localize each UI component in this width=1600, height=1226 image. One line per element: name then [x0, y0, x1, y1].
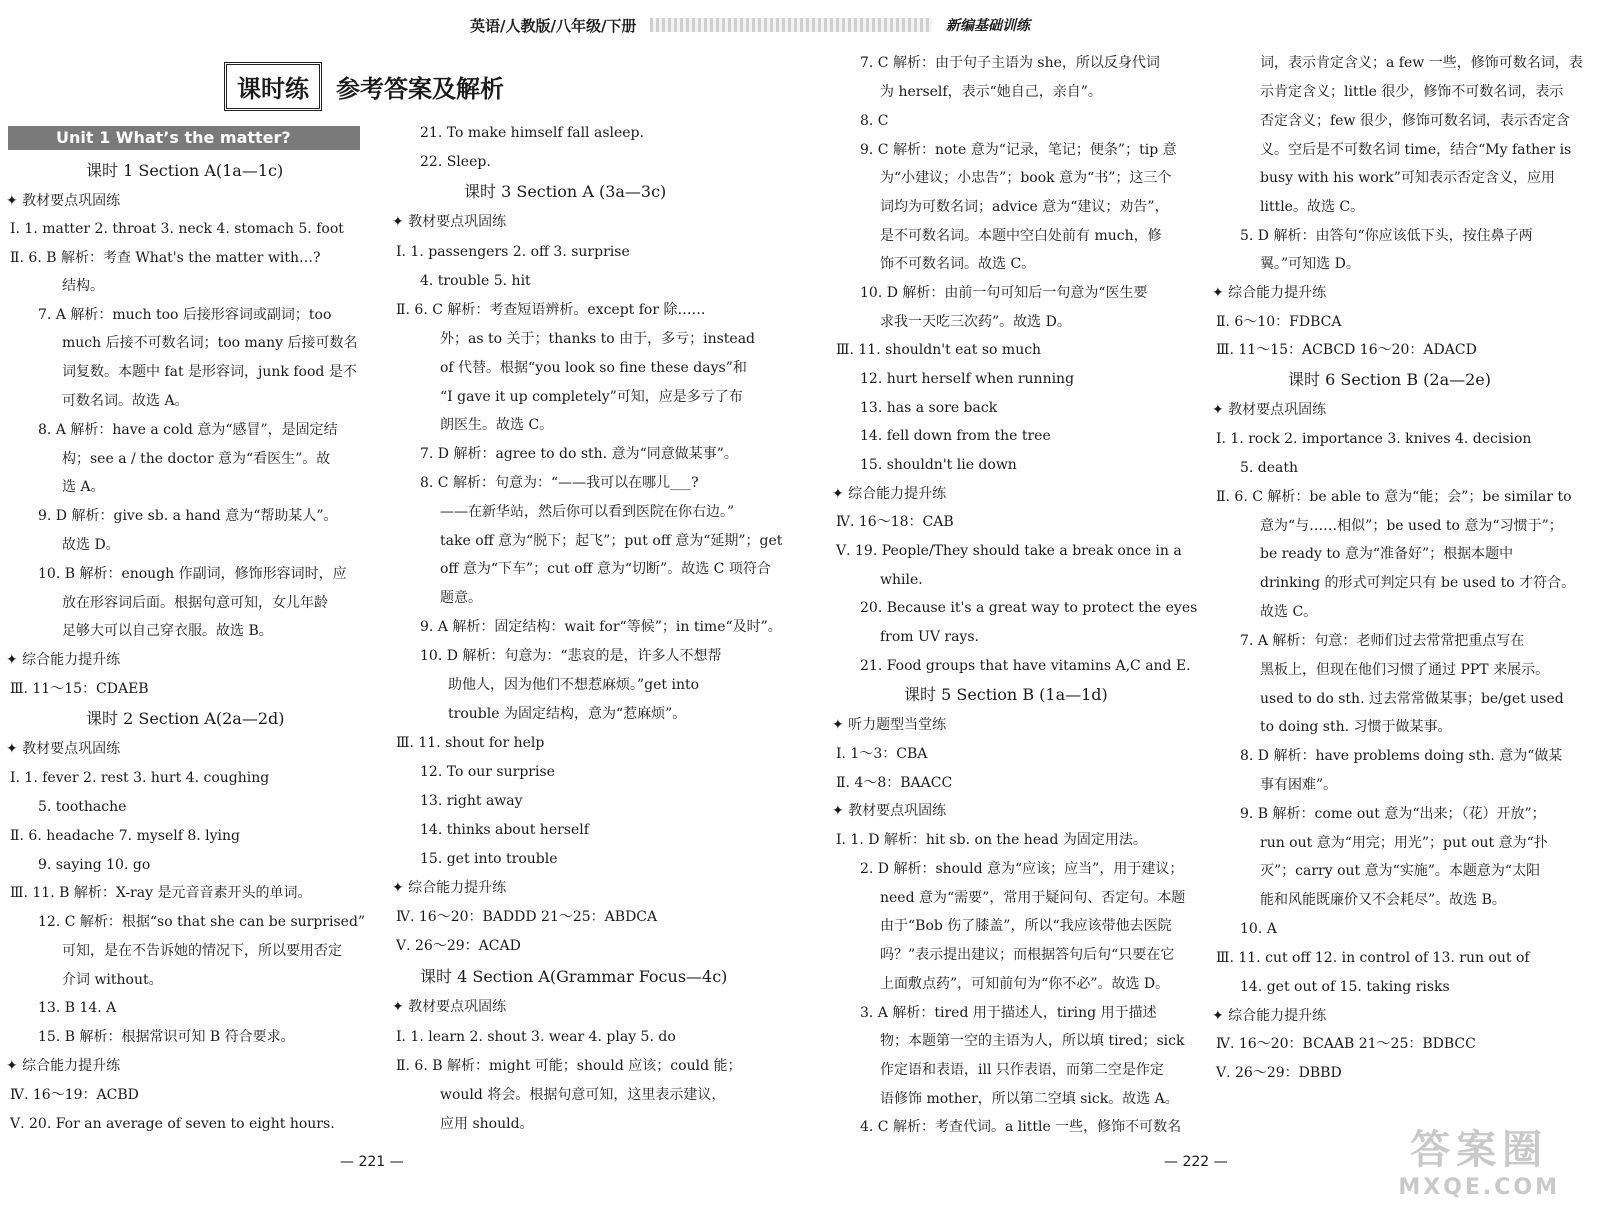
answer-line: 5. D 解析：由答句“你应该低下头，按住鼻子两	[1240, 228, 1533, 244]
answer-line: Ⅳ. 16～19：ACBD	[10, 1087, 139, 1103]
answer-line: 翼。”可知选 D。	[1260, 256, 1360, 272]
answer-line: 7. D 解析：agree to do sth. 意为“同意做某事”。	[420, 446, 738, 462]
answer-line: 选 A。	[62, 479, 105, 495]
answer-line: “I gave it up completely”可知，应是多亏了布	[440, 389, 743, 405]
subsection-heading: ✦ 教材要点巩固练	[6, 193, 121, 209]
answer-line: Ⅴ. 20. For an average of seven to eight hours.	[10, 1116, 335, 1132]
answer-line: Ⅴ. 26～29：ACAD	[396, 938, 521, 954]
answer-line: off 意为“下车”；cut off 意为“切断”。故选 C 项符合	[440, 561, 771, 577]
answer-line: from UV rays.	[880, 629, 979, 645]
subsection-heading: ✦ 教材要点巩固练	[832, 803, 947, 819]
answer-line: 9. C 解析：note 意为“记录，笔记；便条”；tip 意	[860, 142, 1177, 158]
answer-line: 10. D 解析：由前一句可知后一句意为“医生要	[860, 285, 1148, 301]
answer-line: 7. A 解析：much too 后接形容词或副词；too	[38, 307, 332, 323]
answer-line: Ⅰ. 1. fever 2. rest 3. hurt 4. coughing	[10, 770, 270, 786]
header-strip	[650, 18, 932, 32]
header-subject: 英语/人教版/八年级/下册	[470, 16, 637, 35]
answer-line: Ⅰ. 1. learn 2. shout 3. wear 4. play 5. do	[396, 1029, 676, 1045]
answer-line: 黑板上，但现在他们习惯了通过 PPT 来展示。	[1260, 662, 1550, 678]
answer-line: Ⅱ. 6. C 解析：考查短语辨析。except for 除……	[396, 302, 706, 318]
answer-line: 物；本题第一空的主语为人，所以填 tired；sick	[880, 1033, 1185, 1049]
subsection-heading: ✦ 教材要点巩固练	[392, 214, 507, 230]
section-title: 课时 6 Section B (2a—2e)	[1288, 370, 1492, 389]
subsection-heading: ✦ 教材要点巩固练	[6, 741, 121, 757]
answer-line: 灭”；carry out 意为“实施”。本题意为“太阳	[1260, 863, 1541, 879]
answer-line: 为“小建议；小忠告”；book 意为“书”；这三个	[880, 170, 1172, 186]
page-number-right: — 222 —	[1164, 1154, 1228, 1170]
answer-line: 12. hurt herself when running	[860, 371, 1075, 387]
subsection-heading: ✦ 综合能力提升练	[1212, 285, 1327, 301]
answer-line: 21. To make himself fall asleep.	[420, 125, 644, 141]
answer-line: 为 herself，表示“她自己，亲自”。	[880, 84, 1102, 100]
answer-line: need 意为“需要”，常用于疑问句、否定句。本题	[880, 890, 1186, 906]
answer-line: used to do sth. 过去常常做某事；be/get used	[1260, 691, 1564, 707]
answer-line: 8. D 解析：have problems doing sth. 意为“做某	[1240, 748, 1563, 764]
answer-line: Ⅲ. 11. shouldn't eat so much	[836, 342, 1042, 358]
section-title: 课时 3 Section A (3a—3c)	[464, 182, 667, 201]
answer-line: 9. B 解析：come out 意为“出来；（花）开放”；	[1240, 806, 1546, 822]
answer-line: 朗医生。故选 C。	[440, 417, 554, 433]
answer-line: Ⅳ. 16～20：BADDD 21～25：ABDCA	[396, 909, 658, 925]
answer-line: Ⅴ. 26～29：DBBD	[1216, 1065, 1342, 1081]
answer-line: Ⅰ. 1. passengers 2. off 3. surprise	[396, 244, 630, 260]
section-title: 课时 4 Section A(Grammar Focus—4c)	[420, 967, 728, 986]
answer-line: 作定语和表语，ill 只作表语，而第二空是作定	[880, 1062, 1164, 1078]
page-header	[470, 12, 1030, 38]
answer-line: 助他人，因为他们不想惹麻烦。”get into	[448, 677, 700, 693]
answer-line: 示肯定含义；little 很少，修饰不可数名词，表示	[1260, 84, 1564, 100]
answer-line: Ⅰ. 1. rock 2. importance 3. knives 4. decision	[1216, 431, 1532, 447]
answer-line: 3. A 解析：tired 用于描述人，tiring 用于描述	[860, 1005, 1157, 1021]
page-title	[224, 62, 504, 111]
answer-line: Ⅱ. 6. headache 7. myself 8. lying	[10, 828, 240, 844]
page-number-left: — 221 —	[340, 1154, 404, 1170]
answer-line: 13. right away	[420, 793, 523, 809]
answer-line: 2. D 解析：should 意为“应该；应当”，用于建议；	[860, 861, 1184, 877]
watermark-logo	[1398, 1118, 1560, 1200]
answer-line: 求我一天吃三次药”。故选 D。	[880, 314, 1071, 330]
header-brand: 新编基础训练	[946, 18, 1030, 34]
title-boxed: 课时练	[224, 62, 322, 111]
answer-line: 故选 D。	[62, 537, 120, 553]
answer-line: run out 意为“用完；用光”；put out 意为“扑	[1260, 835, 1548, 851]
answer-line: 5. toothache	[38, 799, 127, 815]
answer-line: 14. thinks about herself	[420, 822, 589, 838]
answer-line: Ⅱ. 4～8：BAACC	[836, 775, 953, 791]
answer-line: 题意。	[440, 590, 482, 606]
answer-line: while.	[880, 572, 923, 588]
answer-line: Ⅱ. 6. B 解析：考查 What's the matter with…?	[10, 250, 321, 266]
answer-line: 15. get into trouble	[420, 851, 558, 867]
answer-line: 14. fell down from the tree	[860, 428, 1051, 444]
subsection-heading: ✦ 综合能力提升练	[6, 652, 121, 668]
answer-line: 饰不可数名词。故选 C。	[880, 256, 1036, 272]
answer-line: 8. C 解析：句意为：“——我可以在哪儿___?	[420, 475, 699, 491]
answer-line: 上面敷点药”，可知前句为“你不必”。故选 D。	[880, 976, 1170, 992]
answer-line: 12. To our surprise	[420, 764, 555, 780]
answer-line: 21. Food groups that have vitamins A,C and E.	[860, 658, 1191, 674]
answer-line: Ⅱ. 6～10：FDBCA	[1216, 314, 1342, 330]
watermark-line1: 答案圈	[1410, 1127, 1549, 1173]
subsection-heading: ✦ 综合能力提升练	[392, 880, 507, 896]
answer-line: 词，表示肯定含义；a few 一些，修饰可数名词，表	[1260, 55, 1583, 71]
answer-line: busy with his work”可知表示否定含义，应用	[1260, 170, 1555, 186]
answer-line: 故选 C。	[1260, 604, 1318, 620]
answer-line: 9. A 解析：固定结构：wait for“等候”；in time“及时”。	[420, 619, 782, 635]
answer-line: be ready to 意为“准备好”；根据本题中	[1260, 546, 1514, 562]
answer-line: 9. saying 10. go	[38, 857, 151, 873]
answer-line: 介词 without。	[62, 972, 163, 988]
answer-line: 由于“Bob 伤了膝盖”，所以“我应该带他去医院	[880, 918, 1172, 934]
subsection-heading: ✦ 听力题型当堂练	[832, 717, 947, 733]
answer-line: 5. death	[1240, 460, 1299, 476]
answer-line: Ⅰ. 1. matter 2. throat 3. neck 4. stomach 5. foot	[10, 221, 344, 237]
subsection-heading: ✦ 综合能力提升练	[1212, 1008, 1327, 1024]
answer-line: 吗？”表示提出建议；而根据答句后句“只要在它	[880, 947, 1175, 963]
answer-line: much 后接不可数名词；too many 后接可数名	[62, 335, 358, 351]
answer-line: Ⅰ. 1. D 解析：hit sb. on the head 为固定用法。	[836, 832, 1147, 848]
answer-line: 15. B 解析：根据常识可知 B 符合要求。	[38, 1029, 295, 1045]
subsection-heading: ✦ 综合能力提升练	[6, 1058, 121, 1074]
answer-line: 足够大可以自己穿衣服。故选 B。	[62, 623, 273, 639]
answer-line: of 代替。根据“you look so fine these days”和	[440, 360, 747, 376]
answer-line: 应用 should。	[440, 1116, 534, 1132]
answer-line: 14. get out of 15. taking risks	[1240, 979, 1450, 995]
answer-line: 7. C 解析：由于句子主语为 she，所以反身代词	[860, 55, 1160, 71]
unit-heading: Unit 1 What’s the matter?	[8, 126, 360, 150]
answer-line: 12. C 解析：根据“so that she can be surprised”	[38, 914, 366, 930]
section-title: 课时 5 Section B (1a—1d)	[904, 685, 1108, 704]
answer-line: 15. shouldn't lie down	[860, 457, 1017, 473]
answer-line: 意为“与……相似”；be used to 意为“习惯于”；	[1260, 518, 1563, 534]
answer-line: 词均为可数名词；advice 意为“建议；劝告”，	[880, 199, 1169, 215]
answer-line: 4. trouble 5. hit	[420, 273, 531, 289]
answer-line: 事有困难”。	[1260, 777, 1338, 793]
answer-line: little。故选 C。	[1260, 199, 1365, 215]
answer-line: 10. B 解析：enough 作副词，修饰形容词时，应	[38, 566, 347, 582]
answer-line: 10. A	[1240, 921, 1277, 937]
answer-line: trouble 为固定结构，意为“惹麻烦”。	[448, 706, 687, 722]
answer-line: 词复数。本题中 fat 是形容词，junk food 是不	[62, 364, 357, 380]
answer-line: 义。空后是不可数名词 time，结合“My father is	[1260, 142, 1572, 158]
answer-line: 9. D 解析：give sb. a hand 意为“帮助某人”。	[38, 508, 338, 524]
answer-line: Ⅰ. 1～3：CBA	[836, 746, 928, 762]
answer-line: 语修饰 mother，所以第二空填 sick。故选 A。	[880, 1091, 1179, 1107]
answer-line: 结构。	[62, 278, 104, 294]
answer-line: drinking 的形式可判定只有 be used to 才符合。	[1260, 575, 1576, 591]
answer-line: Ⅲ. 11. cut off 12. in control of 13. run out of	[1216, 950, 1530, 966]
answer-line: 可知，是在不告诉她的情况下，所以要用否定	[62, 943, 342, 959]
answer-line: 可数名词。故选 A。	[62, 393, 189, 409]
answer-line: to doing sth. 习惯于做某事。	[1260, 719, 1452, 735]
answer-line: 4. C 解析：考查代词。a little 一些，修饰不可数名	[860, 1119, 1182, 1135]
subsection-heading: ✦ 综合能力提升练	[832, 486, 947, 502]
subsection-heading: ✦ 教材要点巩固练	[392, 999, 507, 1015]
answer-line: ——在新华站，然后你可以看到医院在你右边。”	[440, 504, 735, 520]
answer-line: Ⅲ. 11. shout for help	[396, 735, 545, 751]
answer-line: 7. A 解析：句意：老师们过去常常把重点写在	[1240, 633, 1525, 649]
answer-line: 是不可数名词。本题中空白处前有 much，修	[880, 228, 1162, 244]
answer-line: Ⅱ. 6. B 解析：might 可能；should 应该；could 能；	[396, 1058, 742, 1074]
watermark-line2: MXQE.COM	[1398, 1175, 1560, 1200]
answer-line: 放在形容词后面。根据句意可知，女儿年龄	[62, 595, 328, 611]
answer-line: 外；as to 关于；thanks to 由于，多亏；instead	[440, 331, 756, 347]
answer-line: Ⅳ. 16～20：BCAAB 21～25：BDBCC	[1216, 1036, 1476, 1052]
answer-line: Ⅲ. 11. B 解析：X-ray 是元音音素开头的单词。	[10, 885, 312, 901]
answer-line: 8. C	[860, 113, 889, 129]
subsection-heading: ✦ 教材要点巩固练	[1212, 402, 1327, 418]
answer-line: take off 意为“脱下；起飞”；put off 意为“延期”；get	[440, 533, 783, 549]
answer-line: 否定含义；few 很少，修饰可数名词，表示否定含	[1260, 113, 1570, 129]
answer-line: 13. has a sore back	[860, 400, 998, 416]
answer-line: Ⅴ. 19. People/They should take a break once in a	[836, 543, 1182, 559]
answer-line: Ⅱ. 6. C 解析：be able to 意为“能；会”；be similar to	[1216, 489, 1572, 505]
answer-line: would 将会。根据句意可知，这里表示建议，	[440, 1087, 726, 1103]
section-title: 课时 2 Section A(2a—2d)	[86, 709, 285, 728]
answer-line: 构；see a / the doctor 意为“看医生”。故	[62, 451, 331, 467]
answer-line: 8. A 解析：have a cold 意为“感冒”，是固定结	[38, 422, 338, 438]
answer-line: 13. B 14. A	[38, 1000, 117, 1016]
section-title: 课时 1 Section A(1a—1c)	[86, 161, 284, 180]
answer-line: 20. Because it's a great way to protect the eyes	[860, 600, 1198, 616]
answer-line: Ⅳ. 16～18：CAB	[836, 514, 954, 530]
answer-line: Ⅲ. 11～15：ACBCD 16～20：ADACD	[1216, 342, 1477, 358]
answer-line: 22. Sleep.	[420, 154, 491, 170]
answer-line: 能和风能既廉价又不会耗尽”。故选 B。	[1260, 892, 1506, 908]
answer-line: Ⅲ. 11～15：CDAEB	[10, 681, 149, 697]
answer-line: 10. D 解析：句意为：“悲哀的是，许多人不想帮	[420, 648, 722, 664]
title-sub: 参考答案及解析	[336, 75, 504, 103]
